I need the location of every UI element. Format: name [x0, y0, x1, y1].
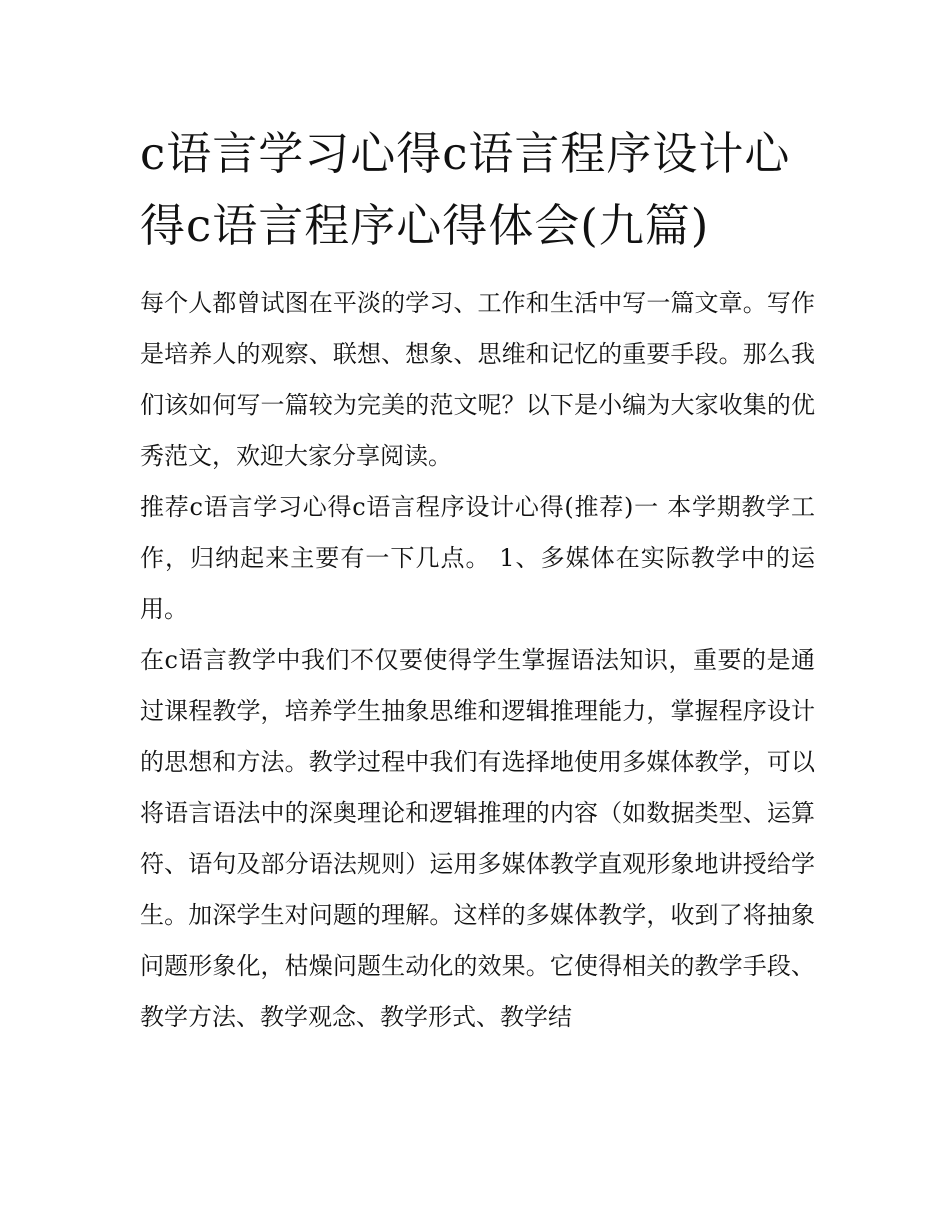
document-page	[140, 118, 815, 1043]
document-title: c语言学习心得c语言程序设计心得c语言程序心得体会(九篇)	[140, 127, 791, 252]
intro-paragraph: 每个人都曾试图在平淡的学习、工作和生活中写一篇文章。写作是培养人的观察、联想、想象、思维和记忆的重要手段。那么我们该如何写一篇较为完美的范文呢？以下是小编为大家收集的优秀范文，欢迎大家分享阅读。	[140, 289, 815, 470]
teaching-paragraph: 在c语言教学中我们不仅要使得学生掌握语法知识，重要的是通过课程教学，培养学生抽象思维和逻辑推理能力，掌握程序设计的思想和方法。教学过程中我们有选择地使用多媒体教学，可以将语言语法中的深奥理论和逻辑推理的内容（如数据类型、运算符、语句及部分语法规则）运用多媒体教学直观形象地讲授给学生。加深学生对问题的理解。这样的多媒体教学，收到了将抽象问题形象化，枯燥问题生动化的效果。它使得相关的教学手段、教学方法、教学观念、教学形式、教学结	[140, 646, 815, 1031]
recommend-paragraph: 推荐c语言学习心得c语言程序设计心得(推荐)一 本学期教学工作，归纳起来主要有一下几点。 1、多媒体在实际教学中的运用。	[140, 493, 815, 623]
title-block	[140, 118, 815, 262]
